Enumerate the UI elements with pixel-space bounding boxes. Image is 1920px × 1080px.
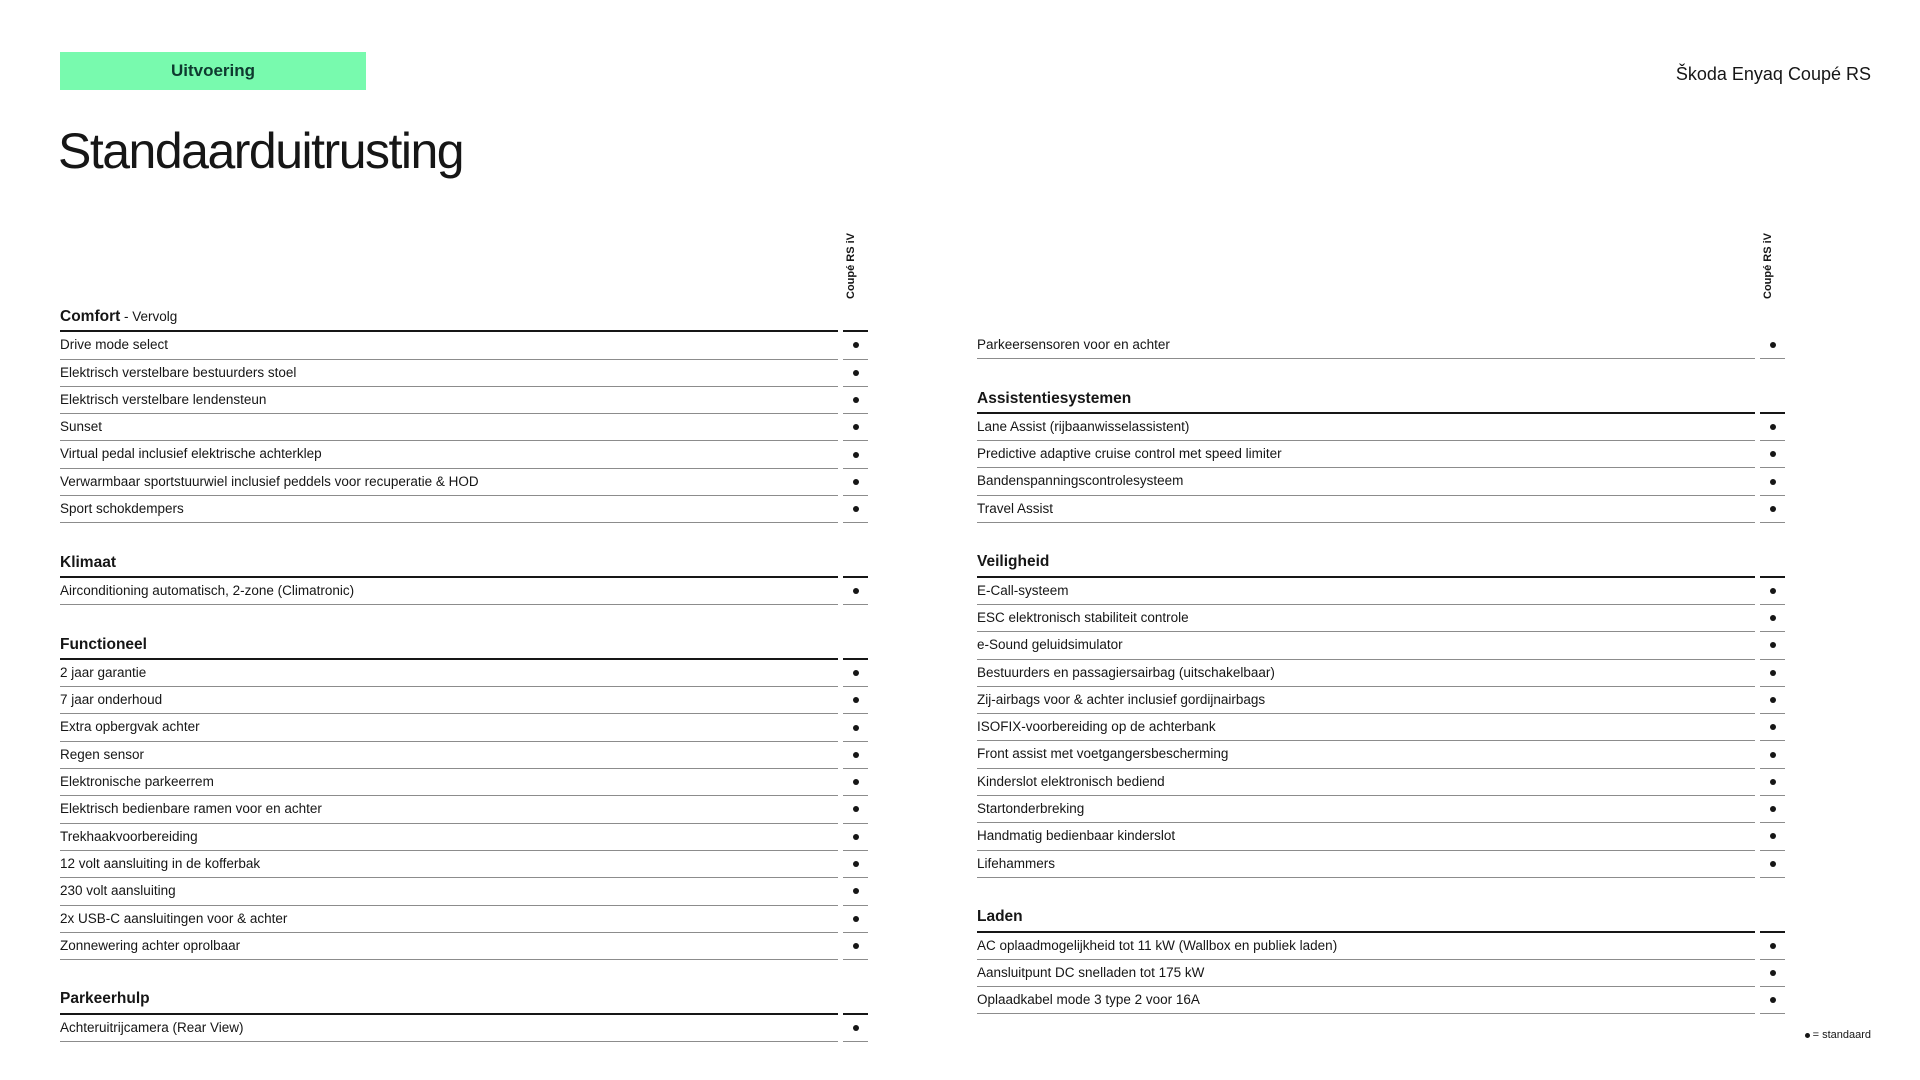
availability-cell (1760, 578, 1785, 605)
label-text: 7 jaar onderhoud (60, 692, 163, 708)
standard-dot-icon (1770, 997, 1776, 1003)
standard-dot-icon (1770, 451, 1776, 457)
standard-dot-icon (853, 806, 859, 812)
table-row (60, 1015, 868, 1042)
feature-label (60, 714, 838, 741)
feature-label (977, 496, 1755, 523)
standard-dot-icon (853, 1025, 859, 1031)
label-text: Functioneel (60, 635, 147, 653)
availability-cell (843, 387, 868, 414)
label-text: Trekhaakvoorbereiding (60, 828, 198, 844)
section-title (60, 633, 838, 660)
label-text: Front assist met voetgangersbescherming (977, 746, 1229, 762)
feature-label (60, 906, 838, 933)
label-text: E-Call-systeem (977, 582, 1069, 598)
legend-label: = standaard (1812, 1029, 1871, 1041)
feature-label (60, 578, 838, 605)
label-text: 12 volt aansluiting in de kofferbak (60, 855, 261, 871)
label-text: Veiligheid (977, 553, 1050, 571)
availability-cell (1760, 987, 1785, 1014)
table-row (60, 933, 868, 960)
availability-cell (1760, 632, 1785, 659)
availability-cell (1760, 741, 1785, 768)
table-row (60, 578, 868, 605)
standard-dot-icon (1770, 724, 1776, 730)
section-tag: Uitvoering (60, 52, 366, 90)
availability-cell (843, 578, 868, 605)
table-row (60, 414, 868, 441)
feature-label (60, 796, 838, 823)
availability-cell (843, 469, 868, 496)
label-text: Assistentiesystemen (977, 389, 1132, 407)
section-header (977, 550, 1785, 577)
feature-label (60, 360, 838, 387)
availability-cell (1760, 468, 1785, 495)
availability-cell (843, 987, 868, 1014)
table-row (977, 632, 1785, 659)
availability-cell (1760, 769, 1785, 796)
availability-cell (843, 878, 868, 905)
feature-label (60, 496, 838, 523)
standard-dot-icon (853, 452, 859, 458)
standard-dot-icon (1770, 779, 1776, 785)
table-row (977, 796, 1785, 823)
table-row (977, 496, 1785, 523)
table-row (977, 823, 1785, 850)
standard-dot-icon (1770, 970, 1776, 976)
table-row (977, 933, 1785, 960)
standard-dot-icon (853, 725, 859, 731)
feature-label (60, 742, 838, 769)
feature-label (60, 687, 838, 714)
section-spacer (977, 878, 1785, 905)
feature-label (977, 660, 1755, 687)
availability-cell (843, 687, 868, 714)
standard-dot-icon (853, 916, 859, 922)
table-row (60, 441, 868, 468)
feature-label (977, 578, 1755, 605)
label-text: Bandenspanningscontrolesysteem (977, 473, 1184, 489)
availability-cell (843, 769, 868, 796)
availability-cell (1760, 660, 1785, 687)
label-text: Startonderbreking (977, 801, 1085, 817)
table-row (977, 741, 1785, 768)
standard-dot-icon (853, 752, 859, 758)
label-text: Comfort (60, 308, 121, 325)
feature-label (60, 933, 838, 960)
standard-dot-icon (853, 943, 859, 949)
standard-dot-icon (1770, 588, 1776, 594)
equipment-table-right (977, 332, 1785, 1014)
availability-cell (1760, 796, 1785, 823)
standard-dot-icon (853, 370, 859, 376)
feature-label (977, 632, 1755, 659)
availability-cell (843, 551, 868, 578)
legend (1805, 1029, 1871, 1041)
availability-cell (843, 360, 868, 387)
section-header (60, 551, 868, 578)
availability-cell (1760, 687, 1785, 714)
label-text: Airconditioning automatisch, 2-zone (Climatronic) (60, 582, 355, 598)
label-text: Bestuurders en passagiersairbag (uitschakelbaar) (977, 664, 1275, 680)
label-text: Virtual pedal inclusief elektrische achterklep (60, 446, 322, 462)
label-text: ESC elektronisch stabiliteit controle (977, 609, 1189, 625)
table-row (60, 332, 868, 359)
label-text: Laden (977, 908, 1023, 926)
table-row (60, 824, 868, 851)
label-text: Sunset (60, 419, 103, 435)
standard-dot-icon (853, 779, 859, 785)
label-text: Predictive adaptive cruise control met speed limiter (977, 446, 1282, 462)
column-header-left: Coupé RS iV (845, 232, 857, 299)
standard-dot-icon (1770, 424, 1776, 430)
availability-cell (1760, 714, 1785, 741)
label-text: Elektrisch verstelbare lendensteun (60, 391, 267, 407)
availability-cell (843, 851, 868, 878)
table-row (60, 496, 868, 523)
label-text: Oplaadkabel mode 3 type 2 voor 16A (977, 992, 1200, 1008)
availability-cell (843, 796, 868, 823)
availability-cell (1760, 960, 1785, 987)
label-text: Zij-airbags voor & achter inclusief gordijnairbags (977, 691, 1266, 707)
feature-label (977, 605, 1755, 632)
feature-label (977, 468, 1755, 495)
table-row (977, 441, 1785, 468)
standard-dot-icon (1770, 861, 1776, 867)
feature-label (977, 987, 1755, 1014)
standard-dot-icon (1770, 342, 1776, 348)
standard-dot-icon (853, 697, 859, 703)
standard-dot-icon (1770, 806, 1776, 812)
table-row (60, 878, 868, 905)
standard-dot-icon (1770, 943, 1776, 949)
table-row (977, 578, 1785, 605)
label-text: Extra opbergvak achter (60, 719, 200, 735)
section-header (60, 305, 868, 332)
model-name: Škoda Enyaq Coupé RS (1675, 64, 1871, 84)
availability-cell (1760, 496, 1785, 523)
label-text: Travel Assist (977, 500, 1054, 516)
standard-dot-icon (853, 861, 859, 867)
availability-cell (1760, 414, 1785, 441)
table-row (60, 851, 868, 878)
table-row (977, 414, 1785, 441)
feature-label (60, 441, 838, 468)
feature-label (977, 960, 1755, 987)
feature-label (60, 387, 838, 414)
standard-dot-icon (1770, 506, 1776, 512)
availability-cell (843, 660, 868, 687)
feature-label (60, 1015, 838, 1042)
section-spacer (977, 359, 1785, 386)
label-text: Regen sensor (60, 746, 145, 762)
standard-dot-icon (853, 424, 859, 430)
standard-dot-icon (853, 342, 859, 348)
availability-cell (843, 414, 868, 441)
availability-cell (843, 824, 868, 851)
label-text: Elektronische parkeerrem (60, 774, 214, 790)
availability-cell (843, 742, 868, 769)
label-text: Zonnewering achter oprolbaar (60, 937, 241, 953)
availability-cell (1760, 387, 1785, 414)
table-row (977, 960, 1785, 987)
standard-dot-icon (1770, 833, 1776, 839)
label-text: Sport schokdempers (60, 501, 184, 517)
label-text: 2x USB-C aansluitingen voor & achter (60, 910, 288, 926)
availability-cell (1760, 550, 1785, 577)
page-title: Standaarduitrusting (58, 123, 464, 179)
section-title (60, 305, 838, 332)
feature-label (977, 769, 1755, 796)
availability-cell (843, 332, 868, 359)
table-row (977, 660, 1785, 687)
table-row (60, 796, 868, 823)
availability-cell (843, 496, 868, 523)
standard-dot-icon (1770, 697, 1776, 703)
table-row (977, 714, 1785, 741)
table-row (60, 687, 868, 714)
table-row (60, 906, 868, 933)
table-row (60, 714, 868, 741)
availability-cell (843, 933, 868, 960)
section-spacer (60, 605, 868, 632)
label-text: Parkeersensoren voor en achter (977, 337, 1170, 352)
availability-cell (1760, 332, 1785, 359)
label-text: Parkeerhulp (60, 990, 150, 1008)
standard-dot-icon (853, 479, 859, 485)
feature-label (60, 469, 838, 496)
feature-label (60, 878, 838, 905)
table-row (60, 469, 868, 496)
table-row (60, 769, 868, 796)
standard-dot-icon (1770, 670, 1776, 676)
feature-label (60, 414, 838, 441)
label-text: Elektrisch verstelbare bestuurders stoel (60, 364, 297, 380)
table-row (60, 360, 868, 387)
standard-dot-icon (1770, 615, 1776, 621)
table-row (977, 769, 1785, 796)
table-row (977, 687, 1785, 714)
label-text: Lane Assist (rijbaanwisselassistent) (977, 418, 1190, 434)
standard-dot-icon (853, 588, 859, 594)
feature-label (977, 741, 1755, 768)
label-text: Elektrisch bedienbare ramen voor en achter (60, 801, 322, 817)
table-row (977, 987, 1785, 1014)
availability-cell (1760, 441, 1785, 468)
feature-label (60, 660, 838, 687)
label-text: e-Sound geluidsimulator (977, 637, 1123, 653)
section-title (60, 987, 838, 1014)
label-text: Drive mode select (60, 337, 169, 353)
availability-cell (843, 1015, 868, 1042)
section-header (60, 987, 868, 1014)
label-text: Kinderslot elektronisch bediend (977, 773, 1165, 789)
table-row (977, 851, 1785, 878)
availability-cell (843, 305, 868, 332)
feature-label (60, 332, 838, 359)
availability-cell (1760, 905, 1785, 932)
section-title (60, 551, 838, 578)
equipment-table-left (60, 305, 868, 1042)
table-row (977, 468, 1785, 495)
table-row (60, 660, 868, 687)
section-title (977, 387, 1755, 414)
availability-cell (843, 906, 868, 933)
standard-dot-icon (853, 888, 859, 894)
label-text: 2 jaar garantie (60, 664, 147, 680)
feature-label (977, 823, 1755, 850)
label-text: Verwarmbaar sportstuurwiel inclusief peddels voor recuperatie & HOD (60, 473, 479, 489)
standard-dot-icon (1770, 752, 1776, 758)
section-spacer (977, 523, 1785, 550)
section-header (977, 387, 1785, 414)
section-spacer (60, 960, 868, 987)
column-header-right: Coupé RS iV (1762, 232, 1774, 299)
label-text: Achteruitrijcamera (Rear View) (60, 1019, 244, 1035)
table-row (977, 332, 1785, 359)
label-text: ISOFIX-voorbereiding op de achterbank (977, 719, 1216, 735)
feature-label (977, 332, 1755, 359)
table-row (977, 605, 1785, 632)
feature-label (977, 796, 1755, 823)
feature-label (60, 851, 838, 878)
standard-dot-icon (1770, 479, 1776, 485)
label-text: 230 volt aansluiting (60, 883, 176, 899)
table-row (60, 742, 868, 769)
section-spacer (60, 523, 868, 550)
feature-label (977, 714, 1755, 741)
label-text: Lifehammers (977, 855, 1056, 871)
feature-label (60, 769, 838, 796)
label-text: AC oplaadmogelijkheid tot 11 kW (Wallbox en publiek laden) (977, 937, 1338, 953)
availability-cell (843, 441, 868, 468)
feature-label (977, 851, 1755, 878)
standard-dot-icon (1770, 642, 1776, 648)
standard-dot-icon (853, 834, 859, 840)
section-header (60, 633, 868, 660)
standard-dot-icon (853, 670, 859, 676)
availability-cell (1760, 933, 1785, 960)
label-text: Handmatig bedienbaar kinderslot (977, 828, 1176, 844)
feature-label (977, 414, 1755, 441)
section-subtitle: - Vervolg (120, 309, 178, 324)
feature-label (977, 687, 1755, 714)
label-text: Klimaat (60, 553, 116, 571)
feature-label (977, 441, 1755, 468)
label-text: Aansluitpunt DC snelladen tot 175 kW (977, 964, 1205, 980)
availability-cell (843, 714, 868, 741)
section-header (977, 905, 1785, 932)
availability-cell (1760, 823, 1785, 850)
availability-cell (1760, 605, 1785, 632)
table-row (60, 387, 868, 414)
section-title (977, 550, 1755, 577)
feature-label (60, 824, 838, 851)
feature-label (977, 933, 1755, 960)
availability-cell (843, 633, 868, 660)
standard-dot-icon (853, 506, 859, 512)
availability-cell (1760, 851, 1785, 878)
section-title (977, 905, 1755, 932)
standard-dot-icon (1805, 1033, 1810, 1038)
standard-dot-icon (853, 397, 859, 403)
